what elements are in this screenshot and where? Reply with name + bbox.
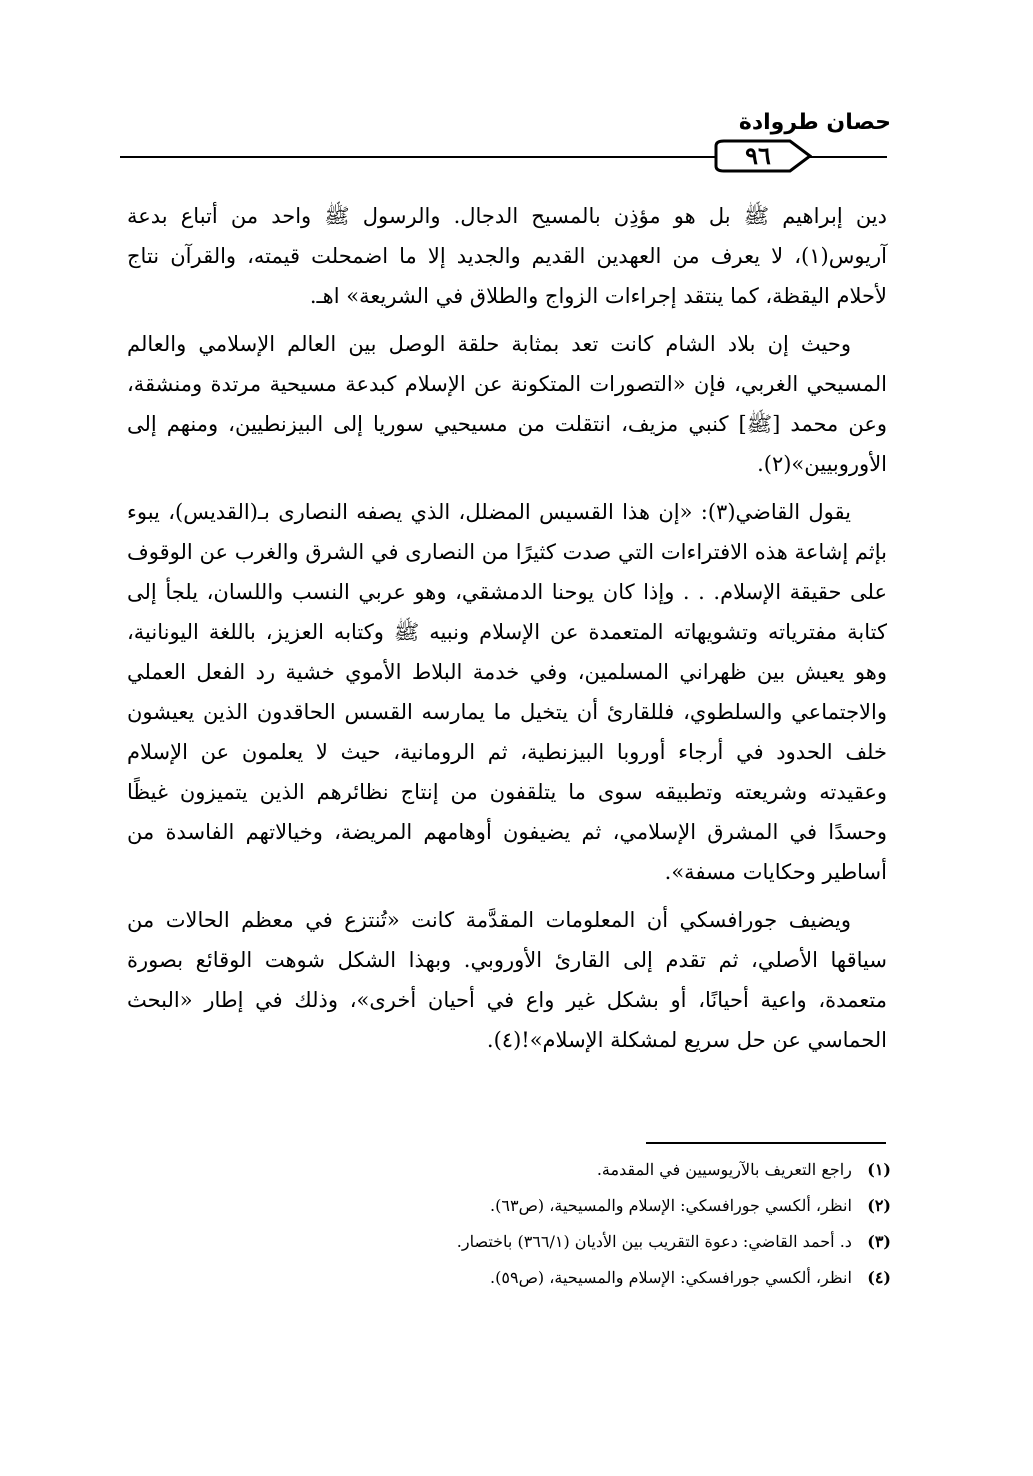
paragraph: يقول القاضي(٣): «إن هذا القسيس المضلل، الذي يصفه النصارى بـ(القديس)، يبوء بإثم إشاعة هذه الافتراءات التي صدت كثيرًا من النصارى في الشرق والغرب عن الوقوف على حقيقة الإسلام. . . وإذا كان يوحنا الدمشقي، وهو عربي النسب واللسان، يلجأ إلى كتابة مفترياته وتشويهاته المتعمدة عن الإسلام ونبيه ﷺ وكتابه العزيز، باللغة اليونانية، وهو يعيش بين ظهراني المسلمين، وفي خدمة البلاط الأموي خشية رد الفعل العملي والاجتماعي والسلطوي، فللقارئ أن يتخيل ما يمارسه القسس الحاقدون الذين يعيشون خلف الحدود في أرجاء أوروبا البيزنطية، ثم الرومانية، حيث لا يعلمون عن الإسلام وعقيدته وشريعته وتطبيقه سوى ما يتلقفون من إنتاج نظائرهم الذين يتميزون غيظًا وحسدًا في المشرق الإسلامي، ثم يضيفون أوهامهم المريضة، وخيالاتهم الفاسدة من أساطير وحكايات مسفة». — [127, 500, 887, 884]
footnote — [151, 1194, 891, 1218]
book-title: حصان طروادة — [738, 110, 891, 135]
paragraph: ويضيف جورافسكي أن المعلومات المقدَّمة كانت «تُنتزع في معظم الحالات من سياقها الأصلي، ثم تقدم إلى القارئ الأوروبي. وبهذا الشكل شوهت الوقائع بصورة متعمدة، واعية أحيانًا، أو بشكل غير واع في أحيان أخرى»، وذلك في إطار «البحث الحماسي عن حل سريع لمشكلة الإسلام»!(٤). — [127, 908, 887, 1052]
footnote-number: (٢) — [867, 1196, 891, 1215]
footnote-text: انظر، ألكسي جورافسكي: الإسلام والمسيحية، (ص٥٩). — [490, 1268, 852, 1287]
footnote-text: انظر، ألكسي جورافسكي: الإسلام والمسيحية، (ص٦٣). — [490, 1196, 852, 1215]
footnote-number: (٤) — [867, 1268, 891, 1287]
footnote-text: د. أحمد القاضي: دعوة التقريب بين الأديان (٣٦٦/١) باختصار. — [456, 1232, 852, 1251]
main-text — [127, 196, 887, 1068]
footnote-text: راجع التعريف بالآريوسيين في المقدمة. — [596, 1160, 852, 1179]
footnotes — [151, 1158, 891, 1302]
footnote-number: (٣) — [867, 1232, 891, 1251]
page-number: ٩٦ — [745, 141, 771, 170]
page-number-badge — [712, 139, 812, 173]
footnote — [151, 1158, 891, 1182]
paragraph: دين إبراهيم ﷺ بل هو مؤذِن بالمسيح الدجال. والرسول ﷺ واحد من أتباع بدعة آريوس(١)، لا يعرف من العهدين القديم والجديد إلا ما اضمحلت قيمته، والقرآن نتاج لأحلام اليقظة، كما ينتقد إجراءات الزواج والطلاق في الشريعة» اهـ. — [127, 204, 887, 308]
paragraph: وحيث إن بلاد الشام كانت تعد بمثابة حلقة الوصل بين العالم الإسلامي والعالم المسيحي الغربي، فإن «التصورات المتكونة عن الإسلام كبدعة مسيحية مرتدة ومنشقة، وعن محمد [ﷺ] كنبي مزيف، انتقلت من مسيحيي سوريا إلى البيزنطيين، ومنهم إلى الأوروبيين»(٢). — [127, 332, 887, 476]
footnote — [151, 1266, 891, 1290]
footnote-divider — [646, 1142, 886, 1144]
footnote — [151, 1230, 891, 1254]
footnote-number: (١) — [867, 1160, 891, 1179]
